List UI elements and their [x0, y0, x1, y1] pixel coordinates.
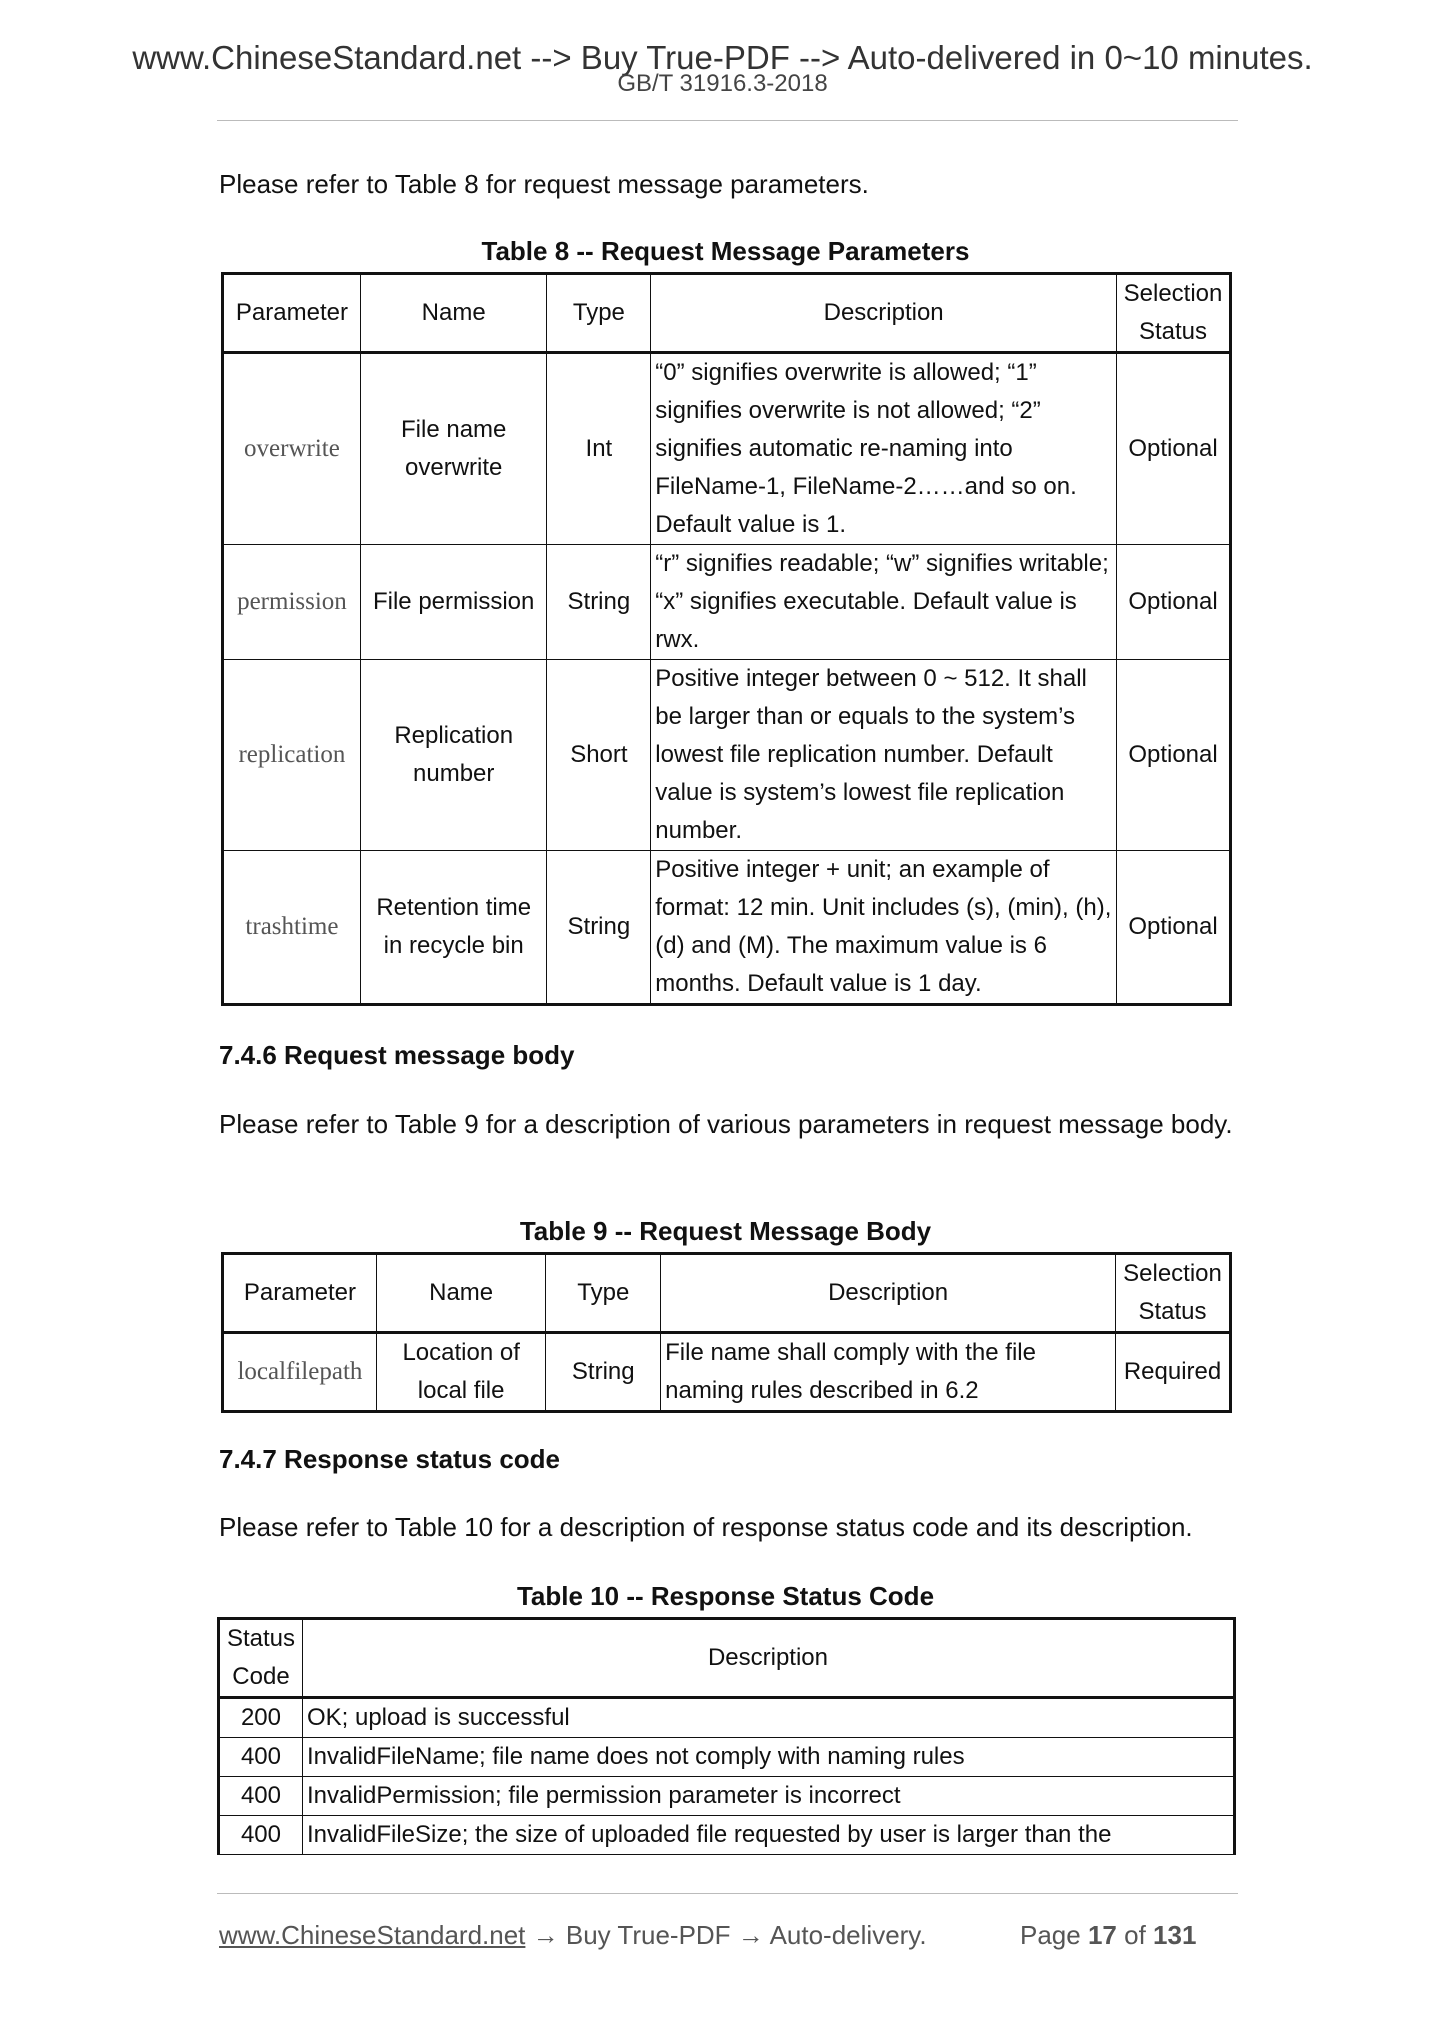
description-cell: InvalidPermission; file permission parameter is incorrect [302, 1777, 1234, 1816]
table-row [219, 1816, 1235, 1855]
param-cell: permission [223, 545, 361, 660]
footer-link[interactable]: www.ChineseStandard.net [219, 1920, 526, 1950]
table8-header-name: Name [360, 274, 547, 353]
header-divider [217, 120, 1238, 121]
type-cell: String [546, 1333, 661, 1412]
type-cell: Int [547, 353, 651, 545]
table-row [219, 1738, 1235, 1777]
table10-header-row [219, 1619, 1235, 1698]
table9-caption: Table 9 -- Request Message Body [519, 1216, 932, 1246]
table8-header-type: Type [547, 274, 651, 353]
section-747-paragraph: Please refer to Table 10 for a description of response status code and its description. [219, 1512, 1193, 1542]
section-747-heading: 7.4.7 Response status code [219, 1444, 561, 1474]
table8-header-row [223, 274, 1231, 353]
table8 [221, 272, 1232, 1006]
table9-header-selection-status: Selection Status [1116, 1254, 1231, 1333]
description-cell: Positive integer between 0 ~ 512. It shall be larger than or equals to the system’s lowest file replication number. Default value is system’s lowest file replication number. [651, 660, 1117, 851]
status-cell: Optional [1117, 353, 1231, 545]
status-code-cell: 400 [219, 1777, 303, 1816]
page-number: 17 [1087, 1920, 1117, 1950]
description-cell: Positive integer + unit; an example of format: 12 min. Unit includes (s), (min), (h), (d) and (M). The maximum value is 6 months. Default value is 1 day. [651, 851, 1117, 1005]
status-code-cell: 400 [219, 1816, 303, 1855]
table-row [223, 545, 1231, 660]
table8-header-description: Description [651, 274, 1117, 353]
table9-header-row [223, 1254, 1231, 1333]
table8-header-parameter: Parameter [223, 274, 361, 353]
status-cell: Optional [1117, 545, 1231, 660]
footer-text [219, 1920, 927, 1951]
param-cell: trashtime [223, 851, 361, 1005]
table10 [217, 1617, 1236, 1855]
description-cell: InvalidFileSize; the size of uploaded file requested by user is larger than the [302, 1816, 1234, 1855]
param-cell: localfilepath [223, 1333, 377, 1412]
table10-header-status-code: Status Code [219, 1619, 303, 1698]
footer-tail: → Buy True-PDF → Auto-delivery. [525, 1920, 927, 1950]
table8-header-selection-status: Selection Status [1117, 274, 1231, 353]
description-cell: File name shall comply with the file naming rules described in 6.2 [661, 1333, 1116, 1412]
table-row [223, 353, 1231, 545]
type-cell: String [547, 545, 651, 660]
table9 [221, 1252, 1232, 1413]
param-cell: replication [223, 660, 361, 851]
table10-caption: Table 10 -- Response Status Code [516, 1581, 935, 1611]
table9-header-name: Name [376, 1254, 546, 1333]
type-cell: String [547, 851, 651, 1005]
of-label: of [1124, 1920, 1146, 1950]
table10-header-description: Description [302, 1619, 1234, 1698]
name-cell: File permission [360, 545, 547, 660]
table-row [223, 851, 1231, 1005]
description-cell: OK; upload is successful [302, 1698, 1234, 1738]
header-banner: www.ChineseStandard.net --> Buy True-PDF --> Auto-delivered in 0~10 minutes. [132, 39, 1313, 76]
name-cell: Location of local file [376, 1333, 546, 1412]
param-cell: overwrite [223, 353, 361, 545]
intro-paragraph: Please refer to Table 8 for request message parameters. [219, 169, 869, 199]
table-row [223, 660, 1231, 851]
standard-code: GB/T 31916.3-2018 [617, 70, 828, 97]
name-cell: File name overwrite [360, 353, 547, 545]
description-cell: “r” signifies readable; “w” signifies writable; “x” signifies executable. Default value is rwx. [651, 545, 1117, 660]
name-cell: Replication number [360, 660, 547, 851]
name-cell: Retention time in recycle bin [360, 851, 547, 1005]
table9-header-parameter: Parameter [223, 1254, 377, 1333]
status-cell: Required [1116, 1333, 1231, 1412]
page-label: Page [1020, 1920, 1081, 1950]
description-cell: “0” signifies overwrite is allowed; “1” signifies overwrite is not allowed; “2” signifies automatic re-naming into FileName-1, FileName-2……and so on. Default value is 1. [651, 353, 1117, 545]
table-row [219, 1698, 1235, 1738]
table9-header-description: Description [661, 1254, 1116, 1333]
table-row [219, 1777, 1235, 1816]
total-pages: 131 [1153, 1920, 1197, 1950]
status-code-cell: 400 [219, 1738, 303, 1777]
table-row [223, 1333, 1231, 1412]
page-indicator [1020, 1920, 1196, 1951]
status-cell: Optional [1117, 851, 1231, 1005]
type-cell: Short [547, 660, 651, 851]
section-746-heading: 7.4.6 Request message body [219, 1040, 575, 1070]
status-cell: Optional [1117, 660, 1231, 851]
status-code-cell: 200 [219, 1698, 303, 1738]
description-cell: InvalidFileName; file name does not comply with naming rules [302, 1738, 1234, 1777]
table8-caption: Table 8 -- Request Message Parameters [481, 236, 970, 266]
table9-header-type: Type [546, 1254, 661, 1333]
footer-divider [217, 1893, 1238, 1894]
section-746-paragraph: Please refer to Table 9 for a description of various parameters in request message body. [219, 1109, 1233, 1139]
